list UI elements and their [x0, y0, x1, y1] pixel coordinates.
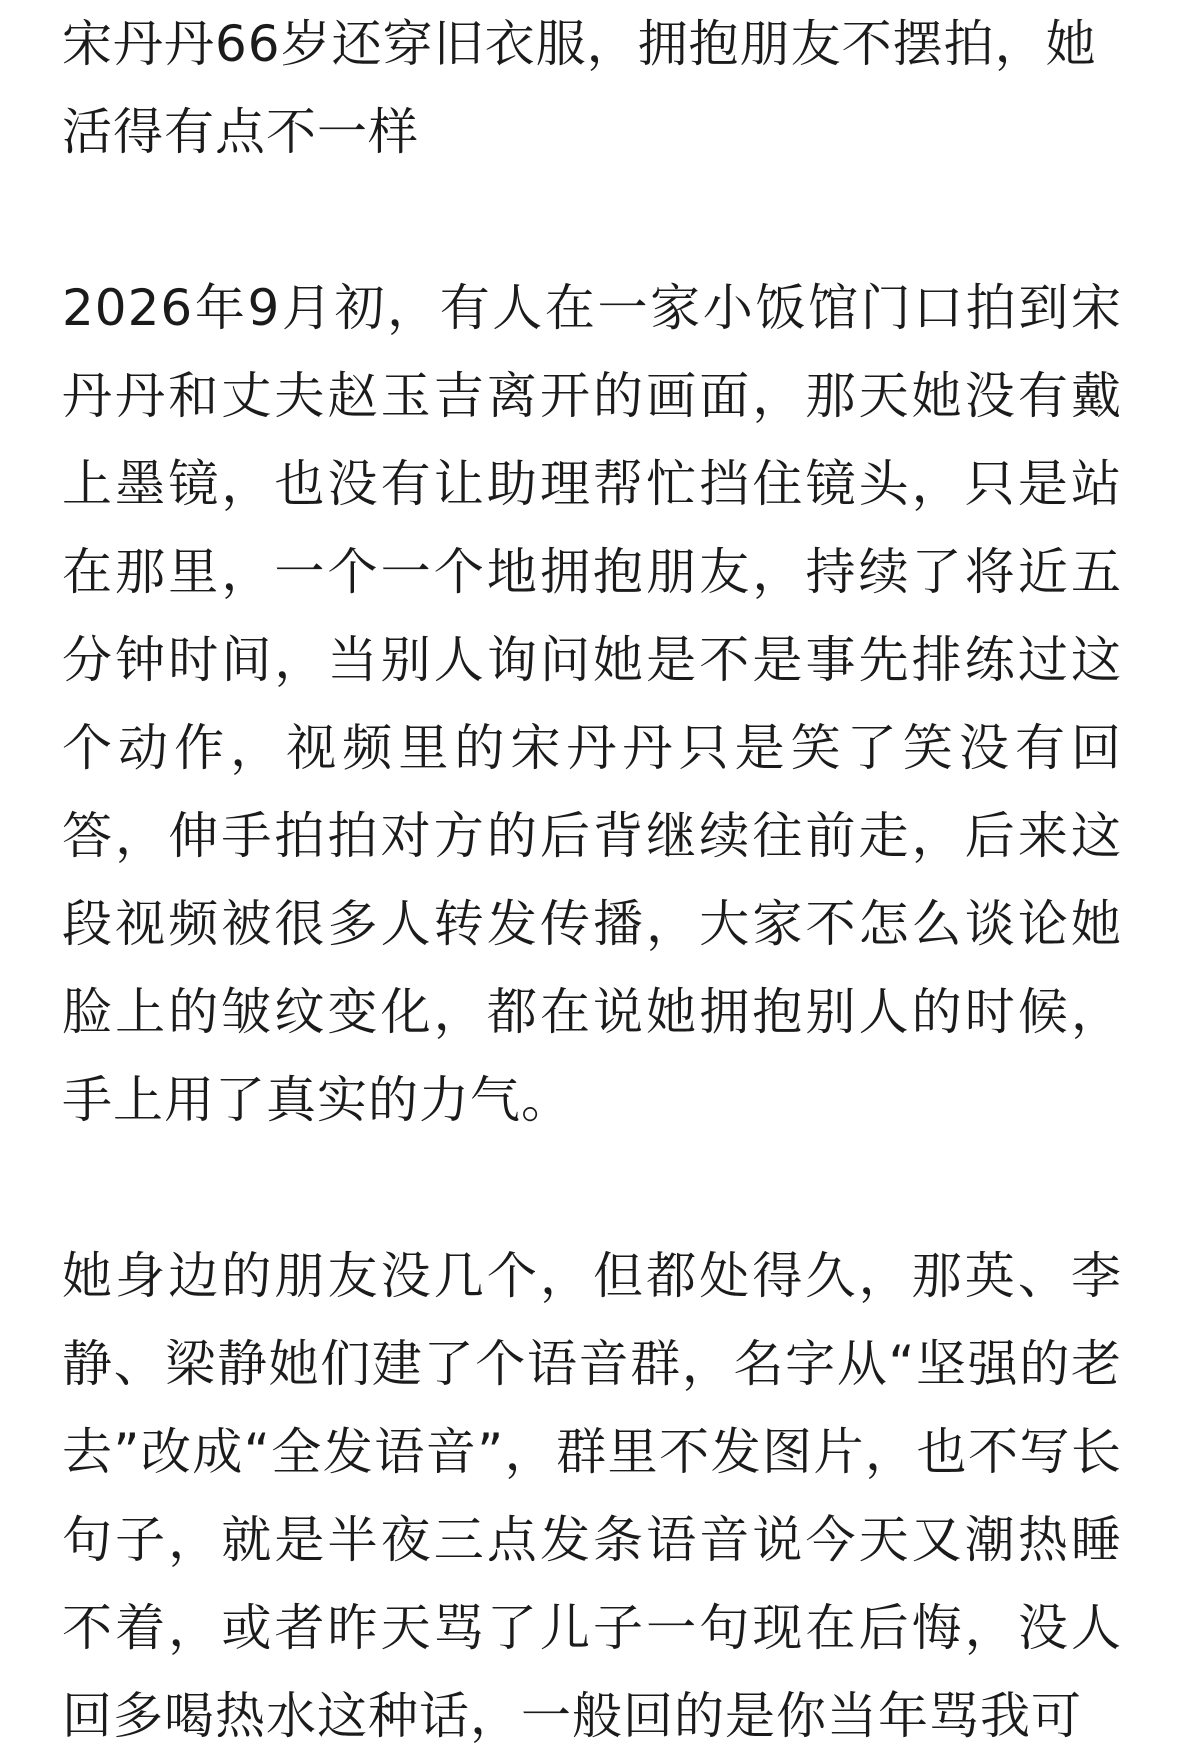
- article: [62, 0, 1122, 1760]
- article-paragraph-1: 2026年9月初，有人在一家小饭馆门口拍到宋丹丹和丈夫赵玉吉离开的画面，那天她没有戴上墨镜，也没有让助理帮忙挡住镜头，只是站在那里，一个一个地拥抱朋友，持续了将近五分钟时间，当别人询问她是不是事先排练过这个动作，视频里的宋丹丹只是笑了笑没有回答，伸手拍拍对方的后背继续往前走，后来这段视频被很多人转发传播，大家不怎么谈论她脸上的皱纹变化，都在说她拥抱别人的时候，手上用了真实的力气。: [62, 279, 1122, 1129]
- article-title: 宋丹丹66岁还穿旧衣服，拥抱朋友不摆拍，她活得有点不一样: [62, 15, 1097, 161]
- article-paragraph-2: 她身边的朋友没几个，但都处得久，那英、李静、梁静她们建了个语音群，名字从“坚强的老去”改成“全发语音”，群里不发图片，也不写长句子，就是半夜三点发条语音说今天又潮热睡不着，或者昨天骂了儿子一句现在后悔，没人回多喝热水这种话，一般回的是你当年骂我可: [62, 1247, 1122, 1745]
